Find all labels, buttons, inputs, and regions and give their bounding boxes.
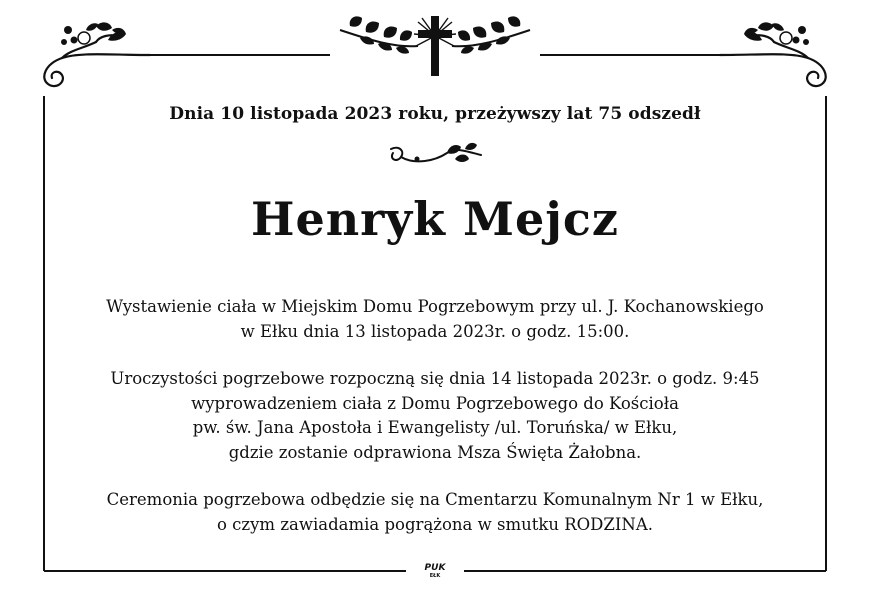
- burial-paragraph: [60, 488, 810, 537]
- cross-icon: [414, 16, 456, 76]
- paragraph-line: Uroczystości pogrzebowe rozpoczną się dnia 14 listopada 2023r. o godz. 9:45: [110, 369, 760, 388]
- paragraph-line: Wystawienie ciała w Miejskim Domu Pogrzebowym przy ul. J. Kochanowskiego: [106, 297, 764, 316]
- paragraph-line: Ceremonia pogrzebowa odbędzie się na Cmentarzu Komunalnym Nr 1 w Ełku,: [106, 490, 764, 509]
- paragraph-line: wyprowadzeniem ciała z Domu Pogrzebowego do Kościoła: [191, 393, 679, 413]
- laurel-branch-icon: [61, 22, 126, 45]
- funeral-ceremony-paragraph: [60, 367, 810, 465]
- paragraph-line: gdzie zostanie odprawiona Msza Święta Żałobna.: [228, 442, 642, 462]
- viewing-paragraph: [60, 295, 810, 344]
- paragraph-line: w Ełku dnia 13 listopada 2023r. o godz. 15:00.: [240, 321, 630, 341]
- laurel-branch-icon: [744, 22, 809, 45]
- paragraph-line: o czym zawiadamia pogrążona w smutku RODZINA.: [217, 514, 653, 534]
- logo-text: PUK: [424, 563, 446, 573]
- divider-flourish-icon: [385, 141, 485, 171]
- scroll-flourish-icon: [720, 35, 826, 86]
- logo-subtext: EŁK: [429, 573, 441, 579]
- puk-logo: [418, 564, 452, 579]
- deceased-name: Henryk Mejcz: [251, 192, 619, 246]
- death-announcement-headline: Dnia 10 listopada 2023 roku, przeżywszy lat 75 odszedł: [169, 104, 701, 124]
- paragraph-line: pw. św. Jana Apostoła i Ewangelisty /ul. Toruńska/ w Ełku,: [192, 418, 678, 437]
- scroll-flourish-icon: [44, 35, 150, 86]
